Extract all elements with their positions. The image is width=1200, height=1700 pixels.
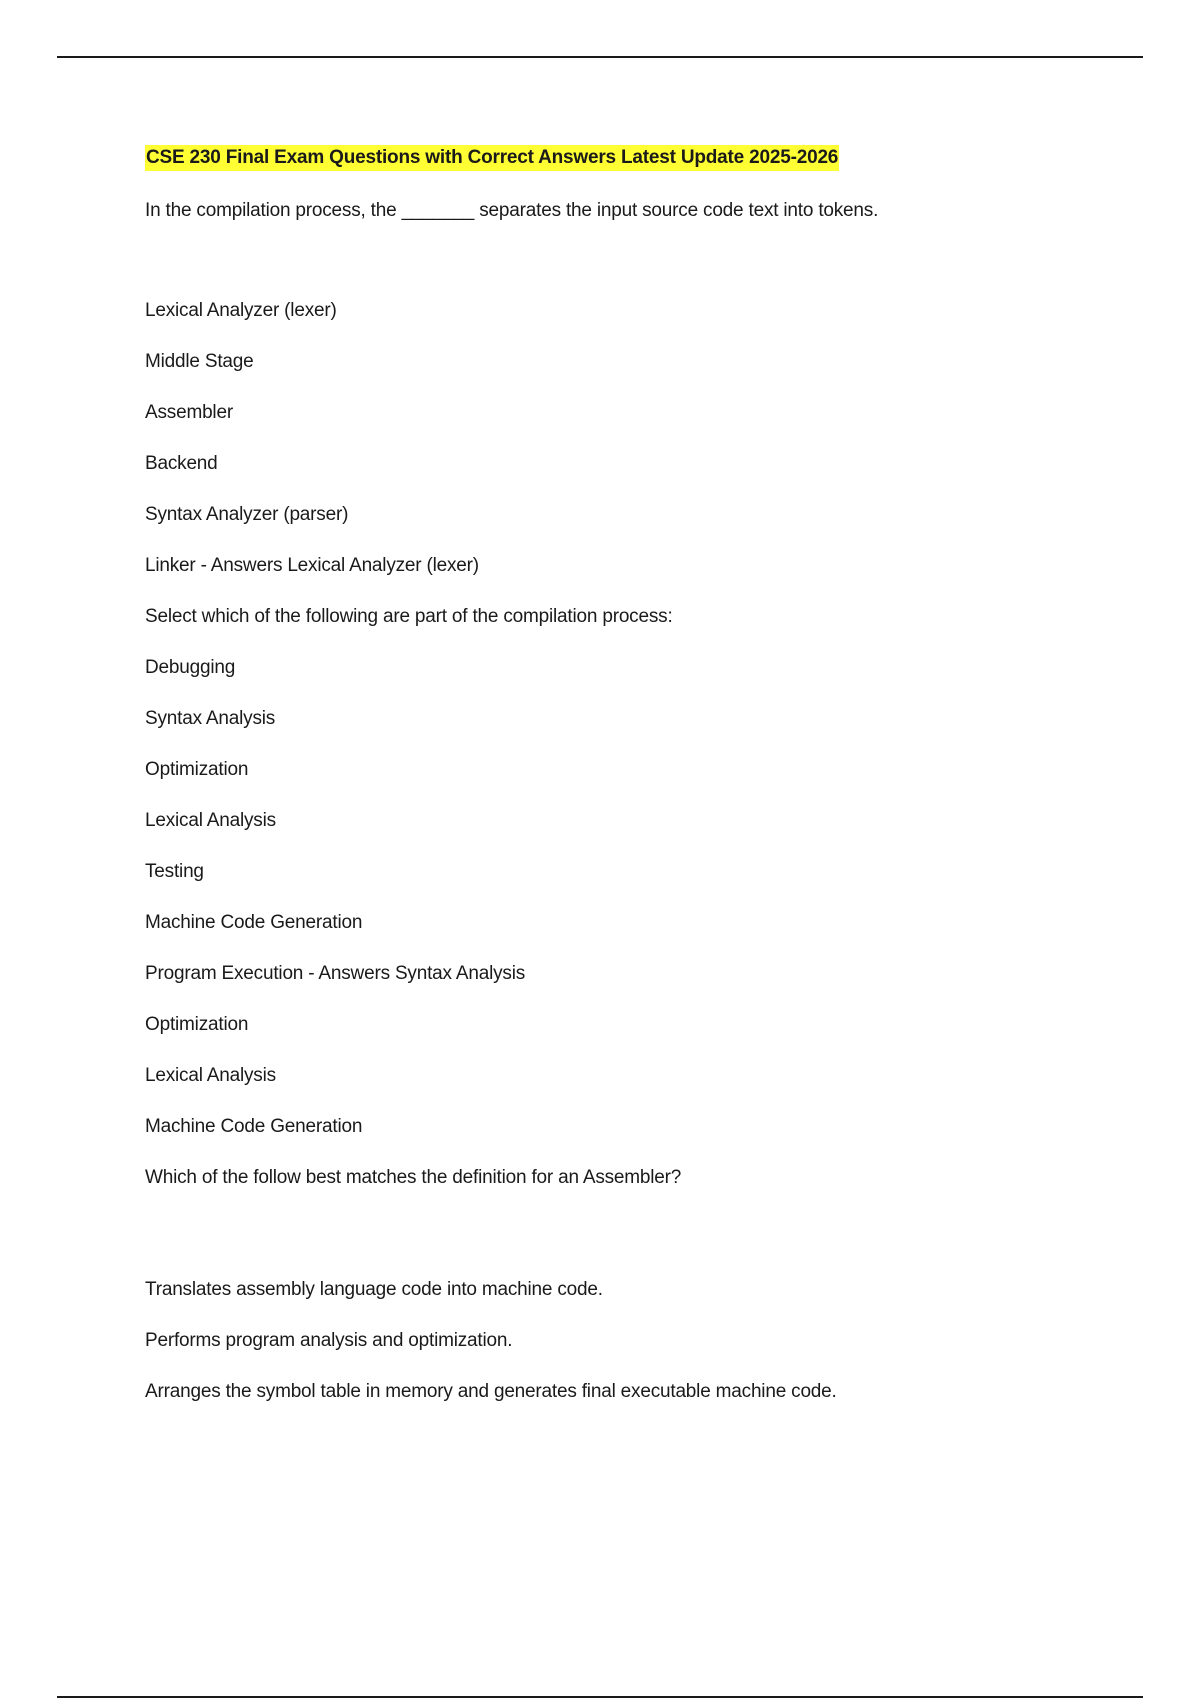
q1-option-5: Syntax Analyzer (parser) [145,504,349,525]
q3-option-3: Arranges the symbol table in memory and generates final executable machine code. [145,1381,837,1402]
q1-option-3: Assembler [145,402,233,423]
document-body [145,145,1145,171]
q2-option-4: Lexical Analysis [145,810,276,831]
footer-rule [57,1696,1143,1698]
question-3: Which of the follow best matches the definition for an Assembler? [145,1167,682,1188]
q1-option-2: Middle Stage [145,351,254,372]
q2-answer-3: Lexical Analysis [145,1065,276,1086]
q2-option-5: Testing [145,861,204,882]
q2-option-7-answer: Program Execution - Answers Syntax Analysis [145,963,526,984]
q1-options [145,298,1145,1216]
question-2: Select which of the following are part of the compilation process: [145,606,673,627]
q2-answer-4: Machine Code Generation [145,1116,363,1137]
q1-option-1: Lexical Analyzer (lexer) [145,300,337,321]
q3-option-2: Performs program analysis and optimization. [145,1330,513,1351]
q2-option-3: Optimization [145,759,249,780]
document-title: CSE 230 Final Exam Questions with Correct Answers Latest Update 2025-2026 [145,145,839,171]
q2-option-2: Syntax Analysis [145,708,276,729]
q3-options [145,1277,1145,1430]
q3-option-1: Translates assembly language code into machine code. [145,1279,603,1300]
header-rule [57,56,1143,58]
q2-answer-2: Optimization [145,1014,249,1035]
q2-option-6: Machine Code Generation [145,912,363,933]
question-1: In the compilation process, the _______ separates the input source code text into tokens. [145,200,879,221]
q1-option-6-answer: Linker - Answers Lexical Analyzer (lexer) [145,555,479,576]
q1-option-4: Backend [145,453,218,474]
q2-option-1: Debugging [145,657,236,678]
q1-text-block [145,198,1145,224]
